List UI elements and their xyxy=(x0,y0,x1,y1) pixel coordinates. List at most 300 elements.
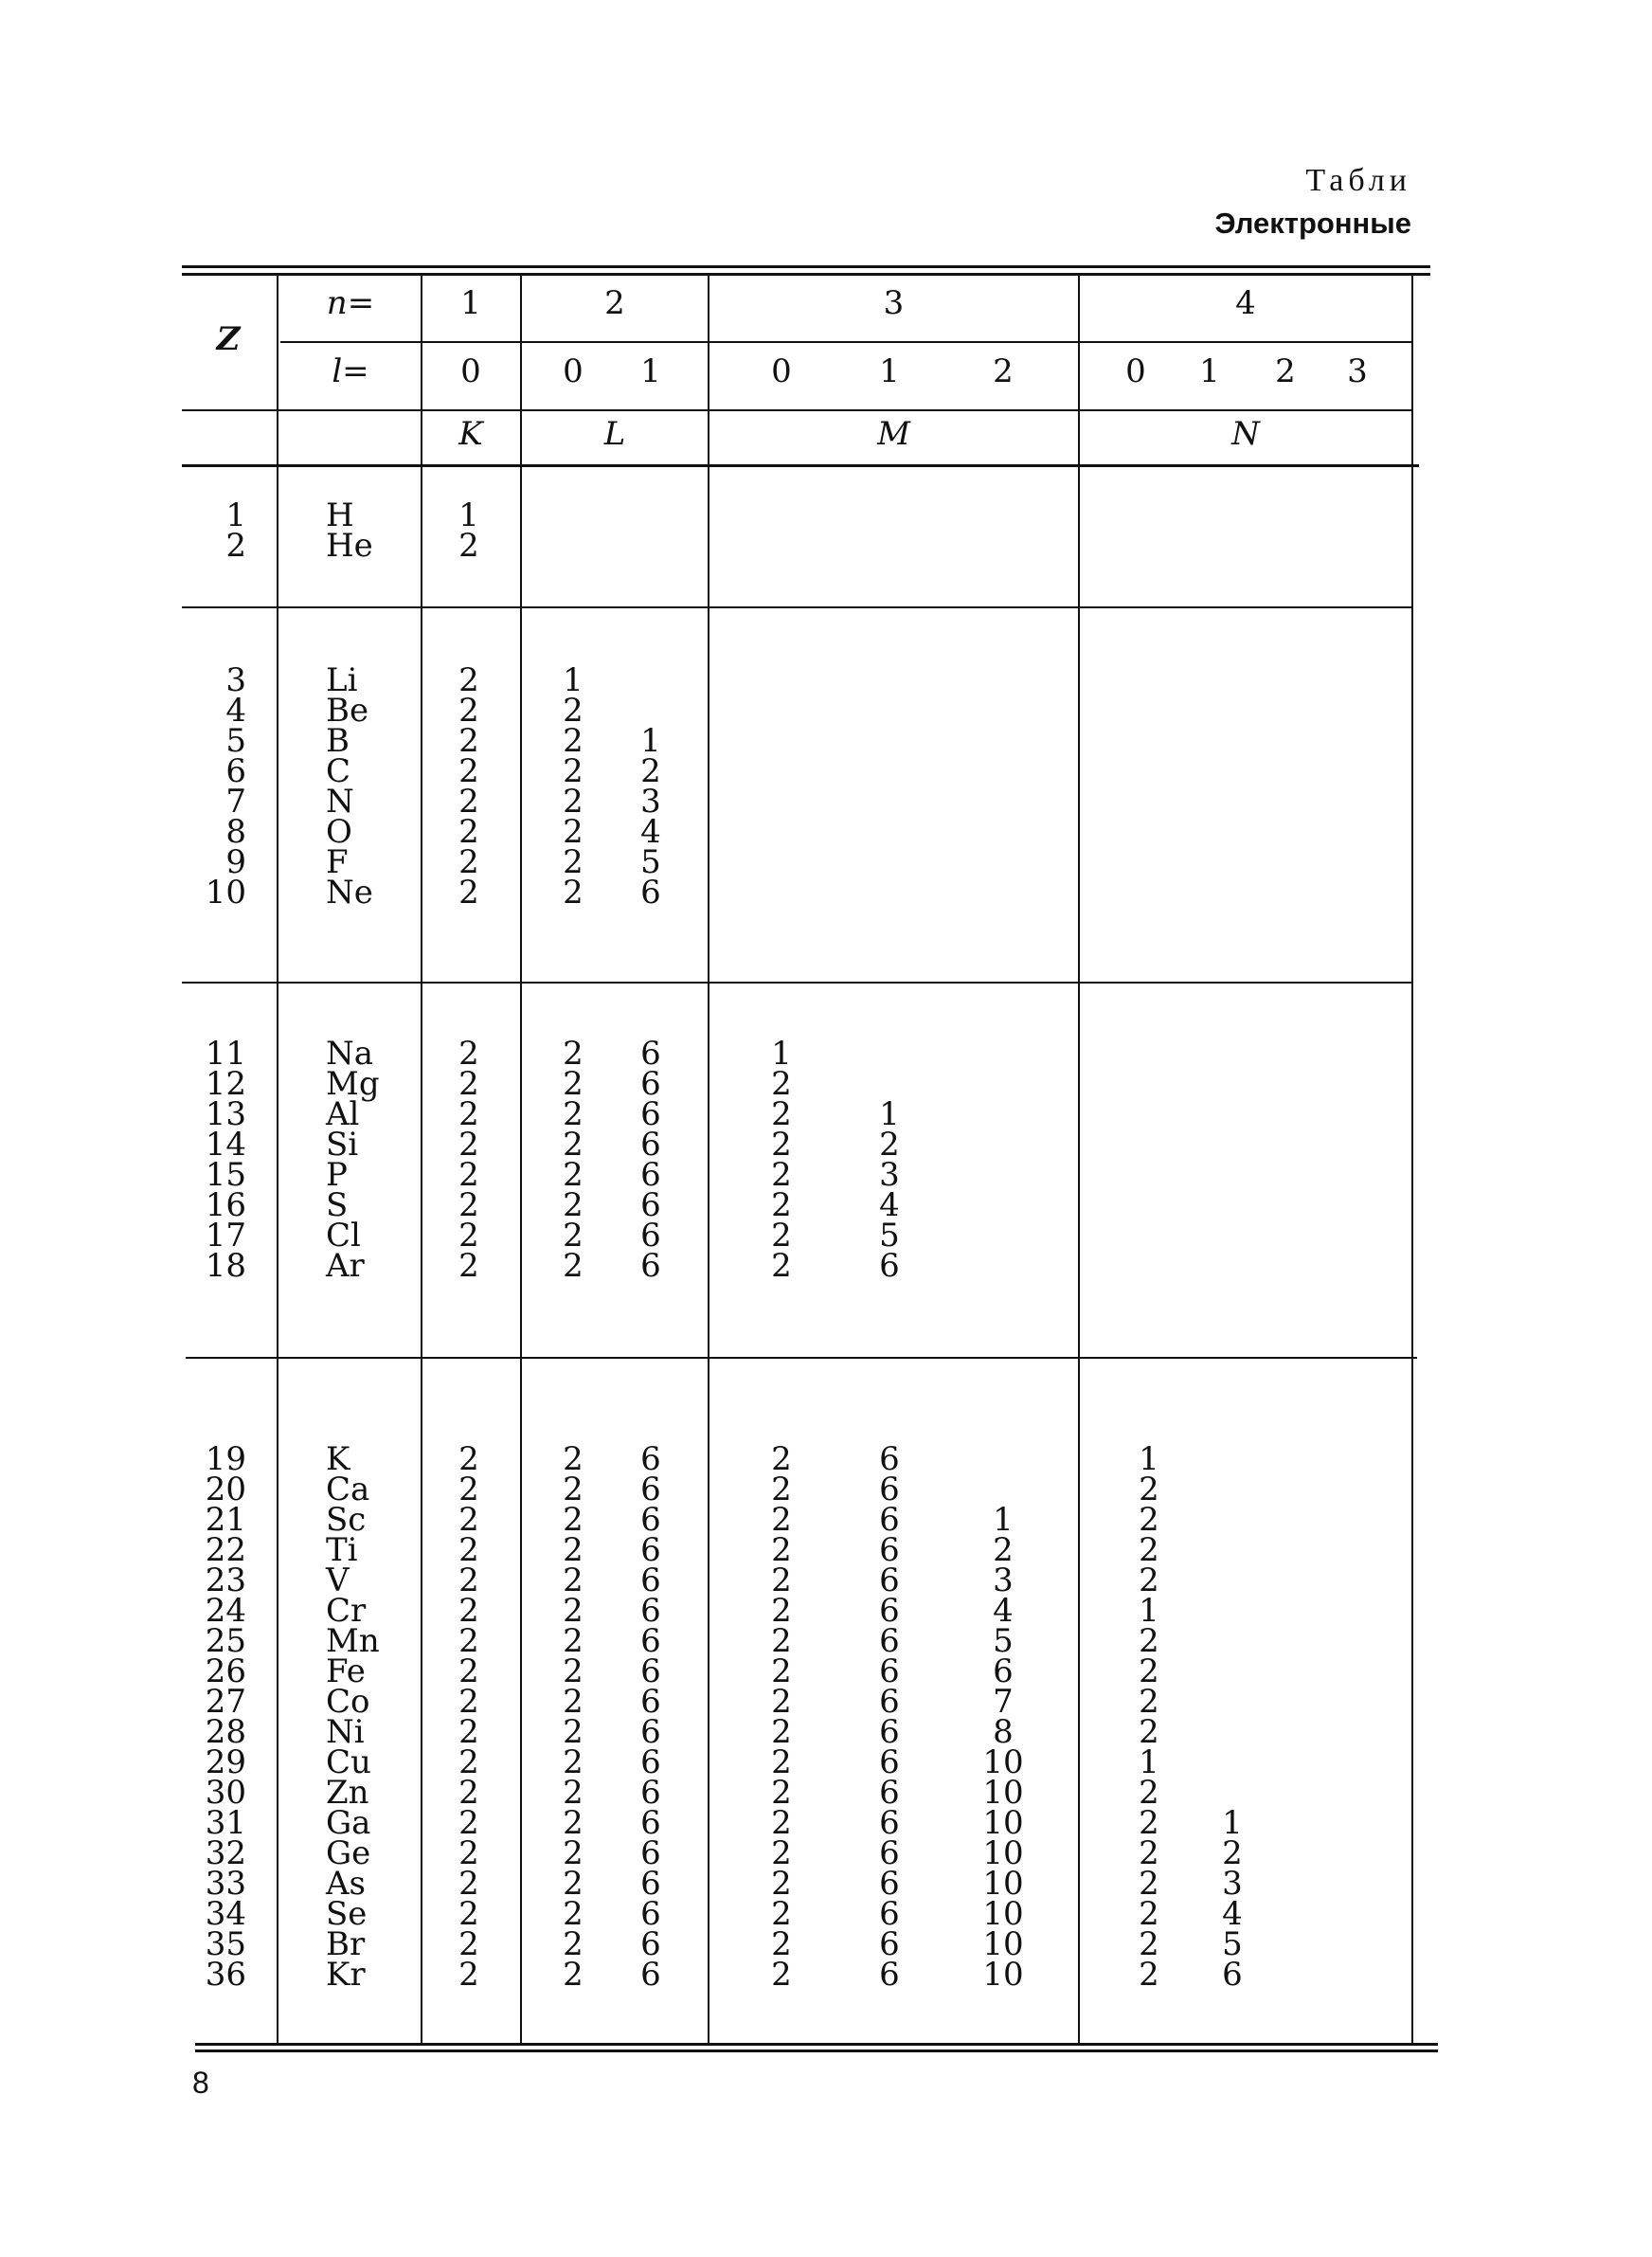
l-shell-p-cell: 6 xyxy=(640,1834,661,1872)
page-number: 8 xyxy=(192,2066,209,2100)
atomic-number-cell: 17 xyxy=(205,1217,246,1255)
m-shell-s-cell: 2 xyxy=(771,1683,792,1721)
m-shell-s-cell: 2 xyxy=(771,1247,792,1285)
element-symbol-cell: Ar xyxy=(326,1247,365,1285)
element-symbol-cell: Be xyxy=(326,692,369,730)
k-shell-s-cell: 2 xyxy=(458,1217,479,1255)
n-shell-p-cell: 1 xyxy=(1222,1804,1243,1842)
atomic-number-cell: 12 xyxy=(205,1065,246,1103)
l-shell-p-cell: 6 xyxy=(640,1247,661,1285)
m-shell-d-cell: 8 xyxy=(993,1713,1014,1751)
element-symbol-cell: S xyxy=(326,1186,349,1224)
m-shell-s-cell: 2 xyxy=(771,1713,792,1751)
l-shell-s-cell: 2 xyxy=(563,1156,584,1194)
atomic-number-cell: 4 xyxy=(225,692,246,730)
l-shell-s-cell: 2 xyxy=(563,783,584,821)
m-shell-s-cell: 2 xyxy=(771,1956,792,1994)
atomic-number-cell: 18 xyxy=(205,1247,246,1285)
element-symbol-cell: Ne xyxy=(326,874,373,912)
l-shell-p-cell: 6 xyxy=(640,1501,661,1539)
bottom-double-rule-b xyxy=(195,2049,1438,2052)
k-shell-s-cell: 2 xyxy=(458,1186,479,1224)
l-shell-p-cell: 6 xyxy=(640,874,661,912)
k-shell-s-cell: 2 xyxy=(458,1156,479,1194)
m-shell-d-cell: 10 xyxy=(982,1743,1024,1781)
k-shell-s-cell: 2 xyxy=(458,661,479,699)
m-shell-p-cell: 2 xyxy=(879,1126,900,1164)
l-shell-s-cell: 2 xyxy=(563,1652,584,1690)
table-label: Табли xyxy=(1305,163,1411,198)
atomic-number-cell: 32 xyxy=(205,1834,246,1872)
l-shell-s-cell: 2 xyxy=(563,843,584,881)
atomic-number-cell: 26 xyxy=(205,1652,246,1690)
l-value-m-0: 0 xyxy=(771,352,792,390)
m-shell-p-cell: 6 xyxy=(879,1592,900,1630)
atomic-number-cell: 5 xyxy=(225,722,246,760)
top-double-rule-a xyxy=(182,265,1430,268)
l-shell-p-cell: 6 xyxy=(640,1126,661,1164)
m-shell-s-cell: 2 xyxy=(771,1531,792,1569)
shell-m: M xyxy=(877,415,910,453)
m-shell-d-cell: 6 xyxy=(993,1652,1014,1690)
k-shell-s-cell: 2 xyxy=(458,1065,479,1103)
m-shell-p-cell: 3 xyxy=(879,1156,900,1194)
l-shell-p-cell: 6 xyxy=(640,1743,661,1781)
element-symbol-cell: Fe xyxy=(326,1652,366,1690)
z-header: Z xyxy=(216,320,241,358)
element-symbol-cell: Ti xyxy=(326,1531,358,1569)
n-row-rule xyxy=(280,341,1411,343)
atomic-number-cell: 19 xyxy=(205,1440,246,1478)
atomic-number-cell: 16 xyxy=(205,1186,246,1224)
atomic-number-cell: 28 xyxy=(205,1713,246,1751)
m-shell-p-cell: 6 xyxy=(879,1440,900,1478)
m-shell-s-cell: 1 xyxy=(771,1035,792,1073)
l-shell-p-cell: 6 xyxy=(640,1895,661,1933)
element-symbol-cell: O xyxy=(326,813,352,851)
l-shell-s-cell: 2 xyxy=(563,1186,584,1224)
atomic-number-cell: 34 xyxy=(205,1895,246,1933)
l-shell-s-cell: 2 xyxy=(563,1471,584,1508)
element-symbol-cell: Mn xyxy=(326,1622,380,1660)
l-shell-s-cell: 2 xyxy=(563,1217,584,1255)
l-shell-p-cell: 6 xyxy=(640,1774,661,1812)
l-shell-p-cell: 6 xyxy=(640,1652,661,1690)
n-shell-s-cell: 1 xyxy=(1139,1743,1159,1781)
m-shell-s-cell: 2 xyxy=(771,1065,792,1103)
m-shell-p-cell: 1 xyxy=(879,1095,900,1133)
m-shell-d-cell: 4 xyxy=(993,1592,1014,1630)
group-rule-1 xyxy=(182,606,1413,608)
l-shell-p-cell: 6 xyxy=(640,1713,661,1751)
n-shell-s-cell: 2 xyxy=(1139,1865,1159,1903)
n-shell-s-cell: 2 xyxy=(1139,1834,1159,1872)
bottom-double-rule-a xyxy=(195,2043,1438,2046)
l-shell-p-cell: 5 xyxy=(640,843,661,881)
l-shell-s-cell: 2 xyxy=(563,692,584,730)
n-shell-s-cell: 2 xyxy=(1139,1804,1159,1842)
m-shell-s-cell: 2 xyxy=(771,1156,792,1194)
l-shell-p-cell: 4 xyxy=(640,813,661,851)
l-value-m-2: 2 xyxy=(993,352,1014,390)
element-symbol-cell: K xyxy=(326,1440,350,1478)
m-shell-p-cell: 6 xyxy=(879,1743,900,1781)
l-shell-p-cell: 1 xyxy=(640,722,661,760)
l-shell-p-cell: 6 xyxy=(640,1683,661,1721)
n-shell-s-cell: 2 xyxy=(1139,1622,1159,1660)
element-symbol-cell: N xyxy=(326,783,354,821)
element-symbol-cell: Sc xyxy=(326,1501,367,1539)
m-shell-s-cell: 2 xyxy=(771,1471,792,1508)
element-symbol-cell: Na xyxy=(326,1035,374,1073)
m-shell-d-cell: 10 xyxy=(982,1834,1024,1872)
l-shell-p-cell: 6 xyxy=(640,1592,661,1630)
element-symbol-cell: H xyxy=(326,497,354,534)
l-shell-s-cell: 2 xyxy=(563,1065,584,1103)
k-shell-s-cell: 2 xyxy=(458,1440,479,1478)
l-shell-p-cell: 6 xyxy=(640,1865,661,1903)
atomic-number-cell: 23 xyxy=(205,1562,246,1599)
k-shell-s-cell: 2 xyxy=(458,1865,479,1903)
k-shell-s-cell: 2 xyxy=(458,1683,479,1721)
n-shell-p-cell: 3 xyxy=(1222,1865,1243,1903)
k-shell-s-cell: 2 xyxy=(458,1925,479,1963)
l-shell-s-cell: 2 xyxy=(563,722,584,760)
shell-n: N xyxy=(1231,415,1260,453)
l-value-n-3: 3 xyxy=(1347,352,1368,390)
n-shell-p-cell: 2 xyxy=(1222,1834,1243,1872)
l-shell-p-cell: 6 xyxy=(640,1622,661,1660)
element-symbol-cell: Cl xyxy=(326,1217,361,1255)
m-shell-p-cell: 6 xyxy=(879,1774,900,1812)
n-value-1: 1 xyxy=(460,284,481,322)
element-symbol-cell: C xyxy=(326,752,351,790)
n-shell-s-cell: 2 xyxy=(1139,1562,1159,1599)
m-shell-p-cell: 6 xyxy=(879,1713,900,1751)
n-shell-s-cell: 2 xyxy=(1139,1925,1159,1963)
l-value-n-2: 2 xyxy=(1275,352,1296,390)
top-double-rule-b xyxy=(182,273,1430,276)
l-value-m-1: 1 xyxy=(879,352,900,390)
k-shell-s-cell: 2 xyxy=(458,1652,479,1690)
atomic-number-cell: 2 xyxy=(225,527,246,565)
element-symbol-cell: Cr xyxy=(326,1592,367,1630)
m-shell-s-cell: 2 xyxy=(771,1925,792,1963)
m-shell-p-cell: 6 xyxy=(879,1925,900,1963)
atomic-number-cell: 29 xyxy=(205,1743,246,1781)
n-shell-s-cell: 1 xyxy=(1139,1440,1159,1478)
atomic-number-cell: 24 xyxy=(205,1592,246,1630)
n-shell-s-cell: 2 xyxy=(1139,1956,1159,1994)
m-shell-p-cell: 4 xyxy=(879,1186,900,1224)
k-shell-s-cell: 2 xyxy=(458,752,479,790)
atomic-number-cell: 11 xyxy=(205,1035,246,1073)
group-rule-2 xyxy=(182,982,1413,984)
atomic-number-cell: 30 xyxy=(205,1774,246,1812)
l-shell-s-cell: 1 xyxy=(563,661,584,699)
k-shell-s-cell: 2 xyxy=(458,1095,479,1133)
l-shell-s-cell: 2 xyxy=(563,1743,584,1781)
l-shell-p-cell: 6 xyxy=(640,1440,661,1478)
shell-l: L xyxy=(603,415,626,453)
col-rule-n xyxy=(1078,275,1080,2043)
n-value-2: 2 xyxy=(604,284,625,322)
k-shell-s-cell: 2 xyxy=(458,1622,479,1660)
k-shell-s-cell: 2 xyxy=(458,874,479,912)
k-shell-s-cell: 2 xyxy=(458,1774,479,1812)
m-shell-p-cell: 6 xyxy=(879,1622,900,1660)
element-symbol-cell: Br xyxy=(326,1925,366,1963)
l-shell-s-cell: 2 xyxy=(563,1562,584,1599)
l-shell-p-cell: 6 xyxy=(640,1804,661,1842)
atomic-number-cell: 1 xyxy=(225,497,246,534)
m-shell-p-cell: 6 xyxy=(879,1531,900,1569)
element-symbol-cell: Al xyxy=(326,1095,360,1133)
l-shell-s-cell: 2 xyxy=(563,1095,584,1133)
m-shell-s-cell: 2 xyxy=(771,1834,792,1872)
l-shell-p-cell: 3 xyxy=(640,783,661,821)
m-shell-s-cell: 2 xyxy=(771,1440,792,1478)
k-shell-s-cell: 2 xyxy=(458,1804,479,1842)
k-shell-s-cell: 2 xyxy=(458,1126,479,1164)
l-shell-p-cell: 6 xyxy=(640,1956,661,1994)
m-shell-d-cell: 10 xyxy=(982,1925,1024,1963)
k-shell-s-cell: 2 xyxy=(458,1592,479,1630)
atomic-number-cell: 15 xyxy=(205,1156,246,1194)
l-shell-s-cell: 2 xyxy=(563,1035,584,1073)
m-shell-d-cell: 10 xyxy=(982,1804,1024,1842)
col-rule-k xyxy=(421,275,422,2043)
k-shell-s-cell: 2 xyxy=(458,1531,479,1569)
k-shell-s-cell: 2 xyxy=(458,1035,479,1073)
m-shell-p-cell: 6 xyxy=(879,1804,900,1842)
l-shell-s-cell: 2 xyxy=(563,1925,584,1963)
n-shell-p-cell: 4 xyxy=(1222,1895,1243,1933)
k-shell-s-cell: 2 xyxy=(458,1247,479,1285)
element-symbol-cell: Ca xyxy=(326,1471,370,1508)
n-shell-p-cell: 5 xyxy=(1222,1925,1243,1963)
l-value-k-0: 0 xyxy=(460,352,481,390)
element-symbol-cell: B xyxy=(326,722,350,760)
m-shell-p-cell: 6 xyxy=(879,1562,900,1599)
element-symbol-cell: Se xyxy=(326,1895,368,1933)
atomic-number-cell: 7 xyxy=(225,783,246,821)
l-shell-p-cell: 6 xyxy=(640,1531,661,1569)
m-shell-s-cell: 2 xyxy=(771,1622,792,1660)
atomic-number-cell: 10 xyxy=(205,874,246,912)
l-shell-p-cell: 2 xyxy=(640,752,661,790)
m-shell-s-cell: 2 xyxy=(771,1501,792,1539)
element-symbol-cell: Cu xyxy=(326,1743,371,1781)
atomic-number-cell: 35 xyxy=(205,1925,246,1963)
n-shell-s-cell: 2 xyxy=(1139,1683,1159,1721)
shell-k: K xyxy=(458,415,483,453)
m-shell-p-cell: 5 xyxy=(879,1217,900,1255)
l-shell-s-cell: 2 xyxy=(563,1247,584,1285)
n-value-3: 3 xyxy=(883,284,905,322)
l-shell-p-cell: 6 xyxy=(640,1471,661,1508)
element-symbol-cell: Ge xyxy=(326,1834,371,1872)
col-rule-symbol xyxy=(277,275,278,2043)
m-shell-s-cell: 2 xyxy=(771,1562,792,1599)
m-shell-p-cell: 6 xyxy=(879,1683,900,1721)
atomic-number-cell: 20 xyxy=(205,1471,246,1508)
atomic-number-cell: 14 xyxy=(205,1126,246,1164)
table-title: Электронные xyxy=(1214,207,1411,240)
n-shell-s-cell: 2 xyxy=(1139,1531,1159,1569)
m-shell-s-cell: 2 xyxy=(771,1126,792,1164)
l-shell-s-cell: 2 xyxy=(563,1774,584,1812)
l-shell-s-cell: 2 xyxy=(563,1956,584,1994)
m-shell-s-cell: 2 xyxy=(771,1804,792,1842)
m-shell-p-cell: 6 xyxy=(879,1501,900,1539)
m-shell-d-cell: 3 xyxy=(993,1562,1014,1599)
atomic-number-cell: 21 xyxy=(205,1501,246,1539)
m-shell-s-cell: 2 xyxy=(771,1217,792,1255)
shell-row-rule xyxy=(182,464,1419,467)
m-shell-s-cell: 2 xyxy=(771,1652,792,1690)
l-shell-s-cell: 2 xyxy=(563,1592,584,1630)
col-rule-m xyxy=(708,275,709,2043)
atomic-number-cell: 33 xyxy=(205,1865,246,1903)
l-shell-s-cell: 2 xyxy=(563,1531,584,1569)
l-shell-p-cell: 6 xyxy=(640,1156,661,1194)
k-shell-s-cell: 1 xyxy=(458,497,479,534)
k-shell-s-cell: 2 xyxy=(458,1834,479,1872)
k-shell-s-cell: 2 xyxy=(458,722,479,760)
m-shell-d-cell: 5 xyxy=(993,1622,1014,1660)
atomic-number-cell: 3 xyxy=(225,661,246,699)
n-shell-p-cell: 6 xyxy=(1222,1956,1243,1994)
k-shell-s-cell: 2 xyxy=(458,1471,479,1508)
k-shell-s-cell: 2 xyxy=(458,692,479,730)
element-symbol-cell: He xyxy=(326,527,373,565)
k-shell-s-cell: 2 xyxy=(458,1956,479,1994)
atomic-number-cell: 13 xyxy=(205,1095,246,1133)
l-value-n-0: 0 xyxy=(1125,352,1146,390)
l-shell-s-cell: 2 xyxy=(563,813,584,851)
l-shell-s-cell: 2 xyxy=(563,1713,584,1751)
m-shell-p-cell: 6 xyxy=(879,1895,900,1933)
element-symbol-cell: As xyxy=(326,1865,367,1903)
l-shell-p-cell: 6 xyxy=(640,1925,661,1963)
element-symbol-cell: Ni xyxy=(326,1713,365,1751)
m-shell-d-cell: 7 xyxy=(993,1683,1014,1721)
atomic-number-cell: 36 xyxy=(205,1956,246,1994)
n-label: n= xyxy=(326,284,375,322)
l-shell-s-cell: 2 xyxy=(563,1440,584,1478)
atomic-number-cell: 6 xyxy=(225,752,246,790)
l-row-rule xyxy=(182,409,1413,411)
l-value-n-1: 1 xyxy=(1199,352,1220,390)
element-symbol-cell: Co xyxy=(326,1683,370,1721)
m-shell-s-cell: 2 xyxy=(771,1865,792,1903)
element-symbol-cell: Mg xyxy=(326,1065,380,1103)
m-shell-s-cell: 2 xyxy=(771,1895,792,1933)
l-label: l= xyxy=(332,352,369,390)
m-shell-s-cell: 2 xyxy=(771,1186,792,1224)
k-shell-s-cell: 2 xyxy=(458,783,479,821)
atomic-number-cell: 9 xyxy=(225,843,246,881)
k-shell-s-cell: 2 xyxy=(458,843,479,881)
atomic-number-cell: 8 xyxy=(225,813,246,851)
m-shell-d-cell: 10 xyxy=(982,1774,1024,1812)
m-shell-p-cell: 6 xyxy=(879,1247,900,1285)
m-shell-d-cell: 2 xyxy=(993,1531,1014,1569)
group-rule-3 xyxy=(186,1357,1417,1359)
l-shell-s-cell: 2 xyxy=(563,1834,584,1872)
m-shell-p-cell: 6 xyxy=(879,1865,900,1903)
col-rule-l xyxy=(520,275,522,2043)
l-value-l-1: 1 xyxy=(640,352,661,390)
element-symbol-cell: V xyxy=(326,1562,350,1599)
m-shell-d-cell: 10 xyxy=(982,1956,1024,1994)
atomic-number-cell: 25 xyxy=(205,1622,246,1660)
l-shell-p-cell: 6 xyxy=(640,1095,661,1133)
n-value-4: 4 xyxy=(1235,284,1256,322)
k-shell-s-cell: 2 xyxy=(458,1562,479,1599)
l-shell-s-cell: 2 xyxy=(563,1865,584,1903)
l-shell-s-cell: 2 xyxy=(563,1501,584,1539)
element-symbol-cell: F xyxy=(326,843,349,881)
l-shell-s-cell: 2 xyxy=(563,1126,584,1164)
atomic-number-cell: 22 xyxy=(205,1531,246,1569)
m-shell-p-cell: 6 xyxy=(879,1956,900,1994)
element-symbol-cell: Si xyxy=(326,1126,359,1164)
m-shell-d-cell: 10 xyxy=(982,1895,1024,1933)
k-shell-s-cell: 2 xyxy=(458,1713,479,1751)
m-shell-s-cell: 2 xyxy=(771,1743,792,1781)
n-shell-s-cell: 2 xyxy=(1139,1895,1159,1933)
n-shell-s-cell: 2 xyxy=(1139,1652,1159,1690)
atomic-number-cell: 27 xyxy=(205,1683,246,1721)
element-symbol-cell: Kr xyxy=(326,1956,366,1994)
m-shell-d-cell: 10 xyxy=(982,1865,1024,1903)
k-shell-s-cell: 2 xyxy=(458,1743,479,1781)
element-symbol-cell: Zn xyxy=(326,1774,369,1812)
m-shell-p-cell: 6 xyxy=(879,1652,900,1690)
element-symbol-cell: Ga xyxy=(326,1804,371,1842)
l-shell-s-cell: 2 xyxy=(563,752,584,790)
m-shell-p-cell: 6 xyxy=(879,1471,900,1508)
k-shell-s-cell: 2 xyxy=(458,527,479,565)
col-rule-right xyxy=(1411,275,1413,2043)
l-shell-s-cell: 2 xyxy=(563,1622,584,1660)
l-value-l-0: 0 xyxy=(563,352,584,390)
l-shell-p-cell: 6 xyxy=(640,1186,661,1224)
k-shell-s-cell: 2 xyxy=(458,1501,479,1539)
element-symbol-cell: Li xyxy=(326,661,358,699)
m-shell-s-cell: 2 xyxy=(771,1095,792,1133)
m-shell-d-cell: 1 xyxy=(993,1501,1014,1539)
n-shell-s-cell: 1 xyxy=(1139,1592,1159,1630)
l-shell-p-cell: 6 xyxy=(640,1065,661,1103)
k-shell-s-cell: 2 xyxy=(458,1895,479,1933)
l-shell-p-cell: 6 xyxy=(640,1217,661,1255)
n-shell-s-cell: 2 xyxy=(1139,1501,1159,1539)
m-shell-s-cell: 2 xyxy=(771,1774,792,1812)
n-shell-s-cell: 2 xyxy=(1139,1774,1159,1812)
l-shell-p-cell: 6 xyxy=(640,1035,661,1073)
l-shell-s-cell: 2 xyxy=(563,1895,584,1933)
n-shell-s-cell: 2 xyxy=(1139,1713,1159,1751)
m-shell-p-cell: 6 xyxy=(879,1834,900,1872)
l-shell-s-cell: 2 xyxy=(563,1804,584,1842)
m-shell-s-cell: 2 xyxy=(771,1592,792,1630)
l-shell-s-cell: 2 xyxy=(563,1683,584,1721)
l-shell-s-cell: 2 xyxy=(563,874,584,912)
k-shell-s-cell: 2 xyxy=(458,813,479,851)
